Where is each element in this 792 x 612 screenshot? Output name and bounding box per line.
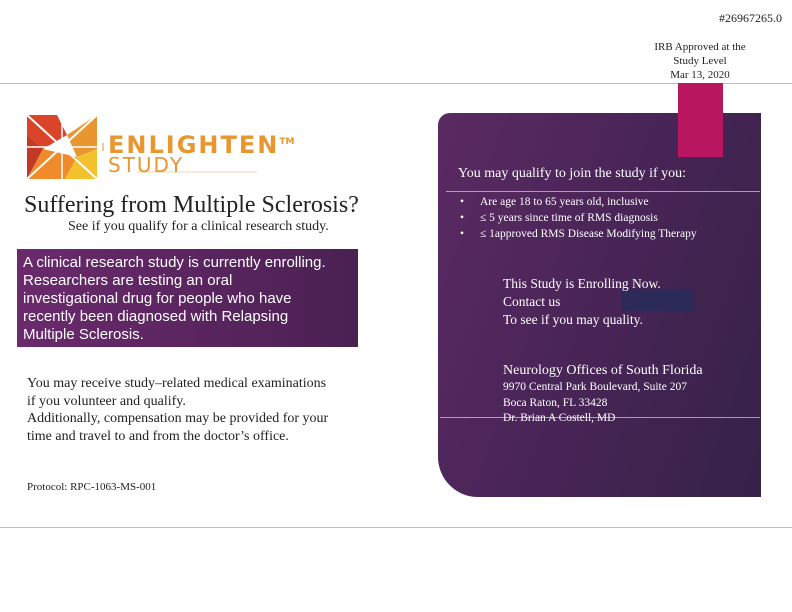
top-divider (0, 83, 792, 84)
enrollment-callout (17, 249, 358, 347)
callout-line: recently been diagnosed with Relapsing (23, 308, 289, 325)
panel-divider (446, 191, 760, 192)
irb-approval-stamp (640, 40, 760, 82)
protocol-number: Protocol: RPC-1063-MS-001 (27, 481, 157, 493)
compensation-paragraph (27, 375, 367, 445)
site-doctor: Dr. Brian A Costell, MD (503, 412, 616, 424)
callout-line: Multiple Sclerosis. (23, 326, 144, 343)
trademark-mark: TM (279, 137, 295, 147)
site-contact-block (503, 362, 703, 427)
site-city-line: Boca Raton, FL 33428 (503, 396, 608, 409)
callout-line: investigational drug for people who have (23, 290, 292, 307)
irb-line: Study Level (673, 55, 727, 67)
irb-line: Mar 13, 2020 (670, 69, 730, 81)
panel-accent-tab (678, 83, 723, 157)
enroll-line: To see if you may quality. (503, 312, 643, 327)
paragraph-line: if you volunteer and qualify. (27, 393, 186, 409)
list-item: • ≤ 5 years since time of RMS diagnosis (460, 212, 658, 224)
logo-subword: STUDY (108, 153, 185, 177)
site-name: Neurology Offices of South Florida (503, 363, 703, 378)
irb-line: IRB Approved at the (654, 41, 746, 53)
enroll-line: This Study is Enrolling Now. (503, 276, 661, 291)
page-headline: Suffering from Multiple Sclerosis? (24, 192, 359, 218)
list-item: • Are age 18 to 65 years old, inclusive (460, 196, 649, 208)
eligibility-title: You may qualify to join the study if you: (458, 166, 687, 181)
callout-line: Researchers are testing an oral (23, 272, 233, 289)
paragraph-line: Additionally, compensation may be provided for your (27, 411, 329, 426)
eligibility-criteria-list (460, 194, 697, 242)
callout-line: A clinical research study is currently enrolling. (23, 254, 326, 271)
document-id: #26967265.0 (719, 11, 782, 25)
page-subheadline: See if you qualify for a clinical research study. (68, 219, 329, 234)
site-address-line: 9970 Central Park Boulevard, Suite 207 (503, 381, 687, 393)
paragraph-line: time and travel to and from the doctor’s office. (27, 428, 289, 444)
paragraph-line: You may receive study–related medical examinations (27, 376, 327, 391)
list-item: • ≤ 1approved RMS Disease Modifying Therapy (460, 228, 697, 240)
enroll-line: Contact us (503, 294, 561, 309)
enrollment-notice (503, 275, 661, 329)
logo-wordmark: ENLIGHTEN™ (108, 131, 295, 159)
bottom-divider (0, 527, 792, 528)
